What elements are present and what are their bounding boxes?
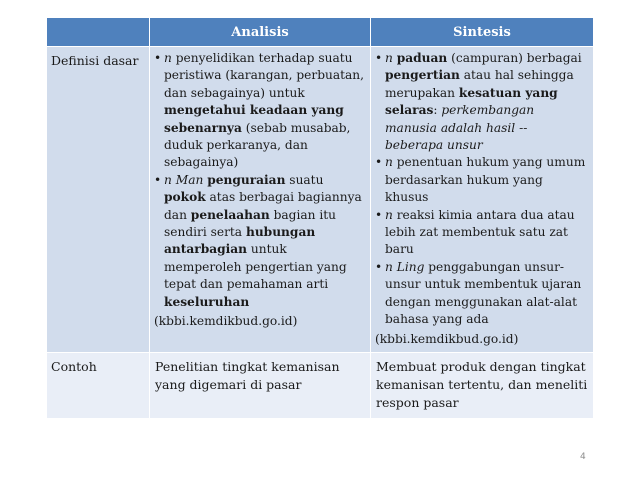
analisis-example-text: Penelitian tingkat kemanisan yang digemari di pasar <box>155 358 340 392</box>
row-label-cell <box>47 47 150 353</box>
bullet-icon: • <box>375 51 383 65</box>
definition-text: n penentuan hukum yang umum berdasarkan hukum yang khusus <box>385 155 586 205</box>
analisis-definition-cell <box>150 47 371 353</box>
row-label: Contoh <box>51 358 97 374</box>
header-analisis: Analisis <box>150 18 371 47</box>
analisis-source: (kbbi.kemdikbud.go.id) <box>154 314 298 329</box>
table-row <box>47 352 594 418</box>
definition-text: n penyelidikan terhadap suatu peristiwa (karangan, perbuatan, dan sebagainya) untuk mengetahui keadaan yang sebenarnya (sebab musabab, duduk perkaranya, dan sebagainya) <box>164 51 365 170</box>
definition-item <box>154 172 366 311</box>
definition-text: n Man penguraian suatu pokok atas berbagai bagiannya dan penelaahan bagian itu sendiri serta hubungan antarbagian untuk memperoleh pengertian yang tepat dan pemahaman arti keseluruhan <box>164 172 362 309</box>
definition-item <box>375 207 589 259</box>
definition-text: n reaksi kimia antara dua atau lebih zat membentuk satu zat baru <box>385 207 575 257</box>
comparison-table <box>46 17 594 419</box>
definition-item <box>375 259 589 329</box>
row-label-cell <box>47 352 150 418</box>
page-number: 4 <box>580 452 586 462</box>
bullet-icon: • <box>375 207 383 222</box>
row-label: Definisi dasar <box>51 53 139 68</box>
bullet-icon: • <box>375 155 383 170</box>
bullet-icon: • <box>154 172 162 187</box>
analisis-definition-list <box>150 47 370 313</box>
analisis-example-cell <box>150 352 371 418</box>
sintesis-source: (kbbi.kemdikbud.go.id) <box>375 331 519 346</box>
definition-text: n paduan (campuran) berbagai pengertian atau hal sehingga merupakan kesatuan yang selaras: perkembangan manusia adalah hasil -- beberapa unsur <box>385 51 582 153</box>
sintesis-example-cell <box>371 352 594 418</box>
definition-item <box>375 50 589 154</box>
definition-text: n Ling penggabungan unsur-unsur untuk membentuk ujaran dengan menggunakan alat-alat bahasa yang ada <box>385 259 582 327</box>
table-row <box>47 47 594 353</box>
header-empty-cell <box>47 18 150 47</box>
definition-item <box>375 154 589 206</box>
definition-item <box>154 50 366 172</box>
table-header-row <box>47 18 594 47</box>
sintesis-example-text: Membuat produk dengan tingkat kemanisan tertentu, dan meneliti respon pasar <box>376 358 588 410</box>
sintesis-definition-list <box>371 47 593 331</box>
bullet-icon: • <box>154 51 162 65</box>
bullet-icon: • <box>375 259 383 274</box>
sintesis-definition-cell <box>371 47 594 353</box>
header-sintesis: Sintesis <box>371 18 594 47</box>
